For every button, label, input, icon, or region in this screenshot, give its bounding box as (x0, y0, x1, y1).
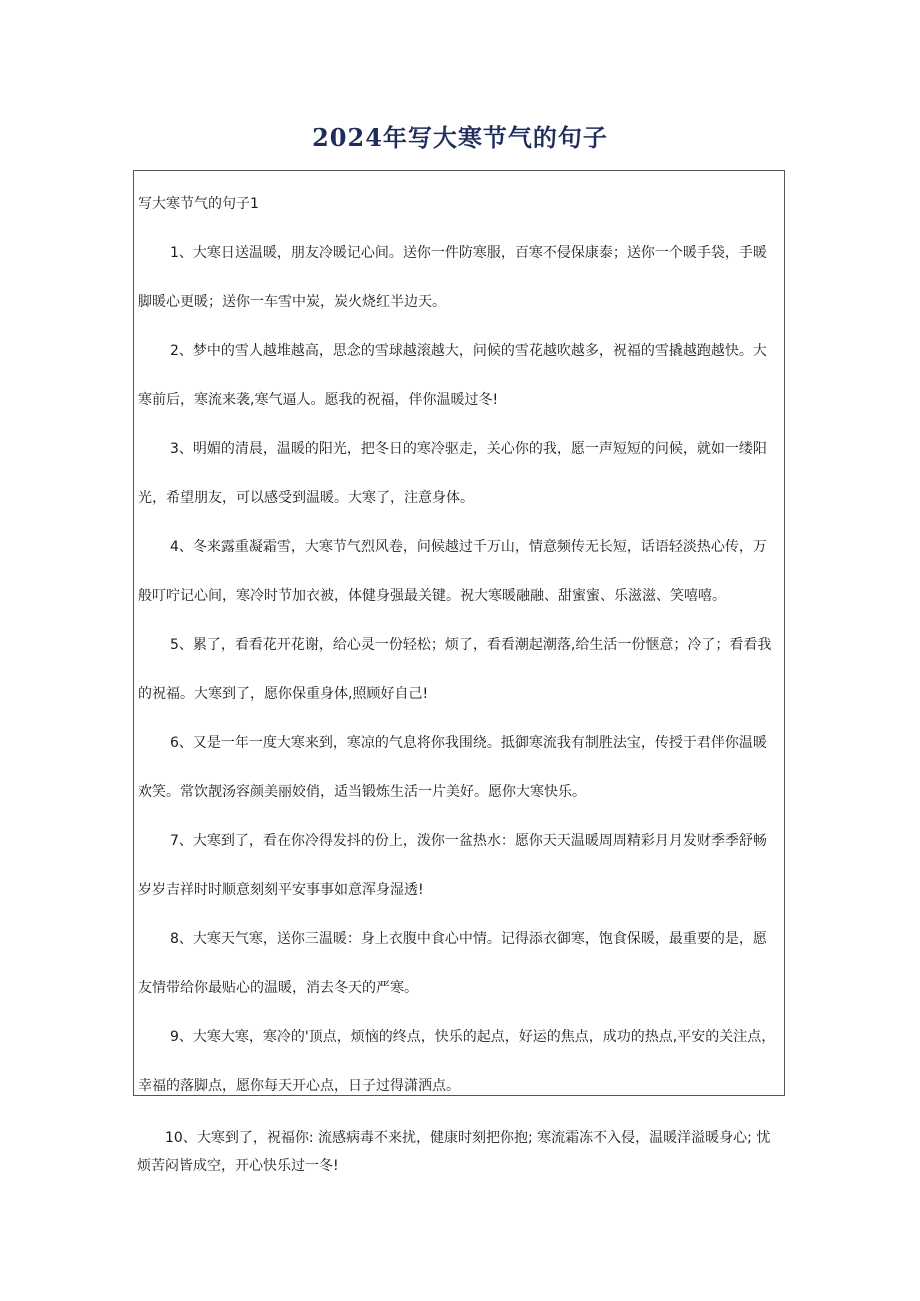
paragraph-9: 9、大寒大寒，寒冷的'顶点，烦恼的终点，快乐的起点，好运的焦点，成功的热点,平安的关注点，幸福的落脚点，愿你每天开心点，日子过得潇洒点。 (138, 1029, 776, 1094)
paragraph-4: 4、冬来露重凝霜雪，大寒节气烈风卷，问候越过千万山，情意频传无长短，话语轻淡热心传，万般叮咛记心间，寒冷时节加衣被，体健身强最关键。祝大寒暖融融、甜蜜蜜、乐滋滋、笑嘻嘻。 (138, 539, 767, 604)
section-heading: 写大寒节气的句子1 (138, 196, 259, 212)
content-box (133, 170, 785, 1096)
paragraph-2: 2、梦中的雪人越堆越高，思念的雪球越滚越大，问候的雪花越吹越多，祝福的雪撬越跑越快。大寒前后，寒流来袭,寒气逼人。愿我的祝福，伴你温暖过冬! (138, 343, 767, 408)
paragraph-3: 3、明媚的清晨，温暖的阳光，把冬日的寒冷驱走，关心你的我，愿一声短短的问候，就如一缕阳光，希望朋友，可以感受到温暖。大寒了，注意身体。 (138, 441, 767, 506)
paragraph-1: 1、大寒日送温暖，朋友冷暖记心间。送你一件防寒服，百寒不侵保康泰；送你一个暖手袋，手暖脚暖心更暖；送你一车雪中炭，炭火烧红半边天。 (138, 245, 767, 310)
paragraph-5: 5、累了，看看花开花谢，给心灵一份轻松；烦了，看看潮起潮落,给生活一份惬意；冷了；看看我的祝福。大寒到了，愿你保重身体,照顾好自己! (138, 637, 772, 702)
paragraph-6: 6、又是一年一度大寒来到，寒凉的气息将你我围绕。抵御寒流我有制胜法宝，传授于君伴你温暖欢笑。常饮靓汤容颜美丽姣俏，适当锻炼生活一片美好。愿你大寒快乐。 (138, 735, 767, 800)
paragraph-7: 7、大寒到了，看在你冷得发抖的份上，泼你一盆热水：愿你天天温暖周周精彩月月发财季季舒畅岁岁吉祥时时顺意刻刻平安事事如意浑身湿透! (138, 833, 767, 898)
paragraph-10: 10、大寒到了，祝福你: 流感病毒不来扰，健康时刻把你抱; 寒流霜冻不入侵，温暖洋溢暖身心; 忧烦苦闷皆成空，开心快乐过一冬! (137, 1130, 771, 1174)
document-title: 2024年写大寒节气的句子 (312, 123, 608, 152)
paragraph-8: 8、大寒天气寒，送你三温暖：身上衣腹中食心中情。记得添衣御寒，饱食保暖，最重要的是，愿友情带给你最贴心的温暖，消去冬天的严寒。 (138, 931, 767, 996)
